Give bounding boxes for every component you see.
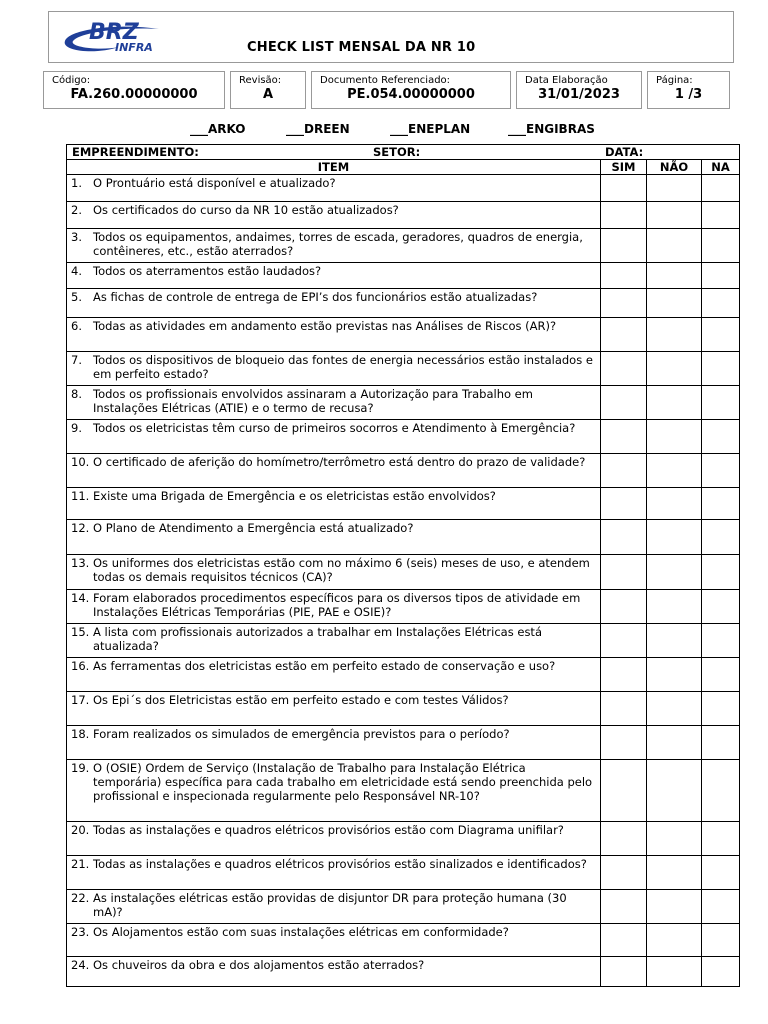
codigo-label: Código: <box>52 75 91 86</box>
doc-ref-value: PE.054.00000000 <box>347 87 475 102</box>
item-cell <box>67 924 601 957</box>
revisao-box <box>230 71 306 109</box>
pagina-value: 1 /3 <box>674 87 703 102</box>
table-row <box>67 555 740 590</box>
answer-nao-cell[interactable] <box>647 658 702 692</box>
table-row <box>67 520 740 555</box>
setor-label: SETOR: <box>373 145 421 159</box>
brz-logo <box>59 15 171 59</box>
answer-na-cell[interactable] <box>702 202 740 229</box>
item-text: A lista com profissionais autorizados a trabalhar em Instalações Elétricas está atualizada? <box>93 625 542 653</box>
item-text: O Prontuário está disponível e atualizado? <box>93 176 336 190</box>
answer-na-cell[interactable] <box>702 352 740 386</box>
table-row <box>67 822 740 856</box>
answer-sim-cell[interactable] <box>601 520 647 555</box>
table-row <box>67 624 740 658</box>
item-number: 10. <box>71 455 90 469</box>
item-number: 13. <box>71 556 90 570</box>
item-number: 23. <box>71 925 90 939</box>
answer-nao-cell[interactable] <box>647 760 702 822</box>
table-row <box>67 924 740 957</box>
item-text: As instalações elétricas estão providas de disjuntor DR para proteção humana (30 mA)? <box>93 891 567 919</box>
answer-na-cell[interactable] <box>702 555 740 590</box>
item-text: O Plano de Atendimento a Emergência está atualizado? <box>93 521 414 535</box>
answer-sim-cell[interactable] <box>601 386 647 420</box>
item-text: Todos os profissionais envolvidos assinaram a Autorização para Trabalho em Instalações Elétricas (ATIE) e o termo de recusa? <box>93 387 533 415</box>
answer-sim-cell[interactable] <box>601 658 647 692</box>
item-number: 2. <box>71 203 82 217</box>
table-row <box>67 229 740 263</box>
item-cell <box>67 318 601 352</box>
item-cell <box>67 520 601 555</box>
item-number: 12. <box>71 521 90 535</box>
answer-nao-cell[interactable] <box>647 454 702 488</box>
table-row <box>67 726 740 760</box>
item-text: As ferramentas dos eletricistas estão em perfeito estado de conservação e uso? <box>93 659 556 673</box>
answer-na-cell[interactable] <box>702 488 740 520</box>
table-header-row-1 <box>67 145 740 160</box>
answer-sim-cell[interactable] <box>601 263 647 289</box>
item-cell <box>67 760 601 822</box>
answer-na-cell[interactable] <box>702 175 740 202</box>
answer-sim-cell[interactable] <box>601 760 647 822</box>
answer-na-cell[interactable] <box>702 420 740 454</box>
item-number: 22. <box>71 891 90 905</box>
answer-nao-cell[interactable] <box>647 924 702 957</box>
table-row <box>67 658 740 692</box>
table-row <box>67 957 740 987</box>
item-cell <box>67 488 601 520</box>
doc-ref-label: Documento Referenciado: <box>320 75 451 86</box>
logo-sub-text: INFRA <box>115 41 153 54</box>
answer-sim-cell[interactable] <box>601 957 647 987</box>
answer-nao-cell[interactable] <box>647 289 702 318</box>
item-text: Todos os dispositivos de bloqueio das fontes de energia necessários estão instalados e em perfeito estado? <box>93 353 593 381</box>
answer-nao-cell[interactable] <box>647 420 702 454</box>
item-cell <box>67 624 601 658</box>
item-number: 3. <box>71 230 82 244</box>
item-text: As fichas de controle de entrega de EPI’s dos funcionários estão atualizadas? <box>93 290 538 304</box>
item-text: Todos os equipamentos, andaimes, torres de escada, geradores, quadros de energia, contêineres, etc., estão aterrados? <box>93 230 583 258</box>
item-text: Os Alojamentos estão com suas instalações elétricas em conformidade? <box>93 925 509 939</box>
answer-na-cell[interactable] <box>702 856 740 890</box>
answer-nao-cell[interactable] <box>647 856 702 890</box>
info-row <box>67 145 740 160</box>
answer-nao-cell[interactable] <box>647 726 702 760</box>
doc-ref-box <box>311 71 511 109</box>
item-cell <box>67 263 601 289</box>
answer-na-cell[interactable] <box>702 263 740 289</box>
answer-sim-cell[interactable] <box>601 202 647 229</box>
answer-nao-cell[interactable] <box>647 822 702 856</box>
header-box <box>48 11 734 63</box>
item-cell <box>67 957 601 987</box>
answer-nao-cell[interactable] <box>647 318 702 352</box>
item-cell <box>67 692 601 726</box>
item-number: 24. <box>71 958 90 972</box>
company-options <box>0 122 768 138</box>
empreendimento-label: EMPREENDIMENTO: <box>72 145 199 159</box>
answer-nao-cell[interactable] <box>647 202 702 229</box>
item-text: Todos os aterramentos estão laudados? <box>93 264 322 278</box>
item-cell <box>67 175 601 202</box>
answer-nao-cell[interactable] <box>647 386 702 420</box>
answer-nao-cell[interactable] <box>647 263 702 289</box>
data-elaboracao-label: Data Elaboração <box>525 75 608 86</box>
answer-na-cell[interactable] <box>702 658 740 692</box>
data-elaboracao-value: 31/01/2023 <box>538 87 620 102</box>
answer-na-cell[interactable] <box>702 924 740 957</box>
table-row <box>67 590 740 624</box>
item-number: 14. <box>71 591 90 605</box>
item-number: 7. <box>71 353 82 367</box>
item-cell <box>67 202 601 229</box>
item-number: 19. <box>71 761 90 775</box>
table-row <box>67 856 740 890</box>
answer-sim-cell[interactable] <box>601 856 647 890</box>
item-cell <box>67 352 601 386</box>
answer-nao-cell[interactable] <box>647 555 702 590</box>
item-number: 8. <box>71 387 82 401</box>
answer-na-cell[interactable] <box>702 520 740 555</box>
codigo-value: FA.260.00000000 <box>70 87 198 102</box>
pagina-label: Página: <box>656 75 693 86</box>
item-cell <box>67 454 601 488</box>
answer-nao-cell[interactable] <box>647 624 702 658</box>
answer-na-cell[interactable] <box>702 318 740 352</box>
item-text: Os uniformes dos eletricistas estão com no máximo 6 (seis) meses de uso, e atendem todas os demais requisitos técnicos (CA)? <box>93 556 590 584</box>
table-row <box>67 263 740 289</box>
answer-sim-cell[interactable] <box>601 454 647 488</box>
item-cell <box>67 658 601 692</box>
answer-nao-cell[interactable] <box>647 590 702 624</box>
answer-na-cell[interactable] <box>702 590 740 624</box>
table-row <box>67 318 740 352</box>
item-number: 20. <box>71 823 90 837</box>
answer-sim-cell[interactable] <box>601 924 647 957</box>
table-row <box>67 454 740 488</box>
item-cell <box>67 856 601 890</box>
item-number: 16. <box>71 659 90 673</box>
item-text: Os chuveiros da obra e dos alojamentos estão aterrados? <box>93 958 425 972</box>
item-number: 9. <box>71 421 82 435</box>
item-cell <box>67 726 601 760</box>
item-number: 15. <box>71 625 90 639</box>
item-cell <box>67 590 601 624</box>
company-dreen[interactable]: ___DREEN <box>286 122 350 136</box>
answer-sim-cell[interactable] <box>601 555 647 590</box>
table-row <box>67 692 740 726</box>
answer-nao-cell[interactable] <box>647 175 702 202</box>
answer-na-cell[interactable] <box>702 957 740 987</box>
table-row <box>67 420 740 454</box>
table-row <box>67 890 740 924</box>
item-cell <box>67 289 601 318</box>
answer-sim-cell[interactable] <box>601 692 647 726</box>
answer-sim-cell[interactable] <box>601 318 647 352</box>
answer-sim-cell[interactable] <box>601 488 647 520</box>
item-text: Os certificados do curso da NR 10 estão atualizados? <box>93 203 399 217</box>
answer-sim-cell[interactable] <box>601 289 647 318</box>
answer-nao-cell[interactable] <box>647 229 702 263</box>
item-number: 1. <box>71 176 82 190</box>
item-number: 4. <box>71 264 82 278</box>
item-cell <box>67 229 601 263</box>
data-label: DATA: <box>605 145 644 159</box>
answer-sim-cell[interactable] <box>601 726 647 760</box>
answer-na-cell[interactable] <box>702 454 740 488</box>
answer-nao-cell[interactable] <box>647 488 702 520</box>
document-title: CHECK LIST MENSAL DA NR 10 <box>247 40 476 55</box>
answer-na-cell[interactable] <box>702 890 740 924</box>
answer-na-cell[interactable] <box>702 386 740 420</box>
col-nao-header: NÃO <box>647 160 702 175</box>
company-eneplan[interactable]: ___ENEPLAN <box>390 122 471 136</box>
answer-na-cell[interactable] <box>702 760 740 822</box>
answer-sim-cell[interactable] <box>601 890 647 924</box>
item-text: Foram realizados os simulados de emergência previstos para o período? <box>93 727 510 741</box>
answer-sim-cell[interactable] <box>601 229 647 263</box>
pagina-box <box>647 71 730 109</box>
codigo-box <box>43 71 225 109</box>
answer-sim-cell[interactable] <box>601 624 647 658</box>
revisao-value: A <box>263 87 274 102</box>
answer-na-cell[interactable] <box>702 692 740 726</box>
item-cell <box>67 822 601 856</box>
item-cell <box>67 890 601 924</box>
item-text: Existe uma Brigada de Emergência e os eletricistas estão envolvidos? <box>93 489 496 503</box>
answer-na-cell[interactable] <box>702 822 740 856</box>
item-cell <box>67 420 601 454</box>
answer-sim-cell[interactable] <box>601 420 647 454</box>
revisao-label: Revisão: <box>239 75 282 86</box>
answer-sim-cell[interactable] <box>601 175 647 202</box>
table-row <box>67 175 740 202</box>
table-row <box>67 289 740 318</box>
table-header-row-2 <box>67 160 740 175</box>
item-text: Os Epi´s dos Eletricistas estão em perfeito estado e com testes Válidos? <box>93 693 509 707</box>
checklist-table <box>66 144 740 987</box>
item-number: 6. <box>71 319 82 333</box>
item-number: 17. <box>71 693 90 707</box>
item-cell <box>67 386 601 420</box>
table-row <box>67 488 740 520</box>
table-row <box>67 352 740 386</box>
col-sim-header: SIM <box>601 160 647 175</box>
answer-sim-cell[interactable] <box>601 822 647 856</box>
answer-na-cell[interactable] <box>702 229 740 263</box>
item-text: O certificado de aferição do homímetro/terrômetro está dentro do prazo de validade? <box>93 455 586 469</box>
answer-na-cell[interactable] <box>702 289 740 318</box>
answer-nao-cell[interactable] <box>647 520 702 555</box>
logo-main-text: BRZ <box>89 20 139 45</box>
col-na-header: NA <box>702 160 740 175</box>
answer-nao-cell[interactable] <box>647 890 702 924</box>
item-number: 11. <box>71 489 90 503</box>
data-elaboracao-box <box>516 71 642 109</box>
answer-na-cell[interactable] <box>702 726 740 760</box>
company-engibras[interactable]: ___ENGIBRAS <box>508 122 595 136</box>
answer-nao-cell[interactable] <box>647 352 702 386</box>
item-number: 5. <box>71 290 82 304</box>
item-text: Todas as instalações e quadros elétricos provisórios estão com Diagrama unifilar? <box>93 823 564 837</box>
answer-sim-cell[interactable] <box>601 590 647 624</box>
answer-sim-cell[interactable] <box>601 352 647 386</box>
item-text: Foram elaborados procedimentos específicos para os diversos tipos de atividade em Instalações Elétricas Temporárias (PIE, PAE e OSIE)? <box>93 591 581 619</box>
item-number: 21. <box>71 857 90 871</box>
item-number: 18. <box>71 727 90 741</box>
item-text: O (OSIE) Ordem de Serviço (Instalação de Trabalho para Instalação Elétrica temporária) específica para cada trabalho em eletricidade está sendo preenchida pelo profissional e inspecionada regularmente pelo Responsável NR-10? <box>93 761 593 803</box>
answer-nao-cell[interactable] <box>647 692 702 726</box>
item-text: Todas as atividades em andamento estão previstas nas Análises de Riscos (AR)? <box>93 319 557 333</box>
table-row <box>67 386 740 420</box>
item-cell <box>67 555 601 590</box>
answer-na-cell[interactable] <box>702 624 740 658</box>
table-row <box>67 202 740 229</box>
company-arko[interactable]: ___ARKO <box>190 122 246 136</box>
item-text: Todos os eletricistas têm curso de primeiros socorros e Atendimento à Emergência? <box>93 421 576 435</box>
answer-nao-cell[interactable] <box>647 957 702 987</box>
item-text: Todas as instalações e quadros elétricos provisórios estão sinalizados e identificados? <box>93 857 587 871</box>
col-item-header: ITEM <box>67 160 601 175</box>
table-row <box>67 760 740 822</box>
